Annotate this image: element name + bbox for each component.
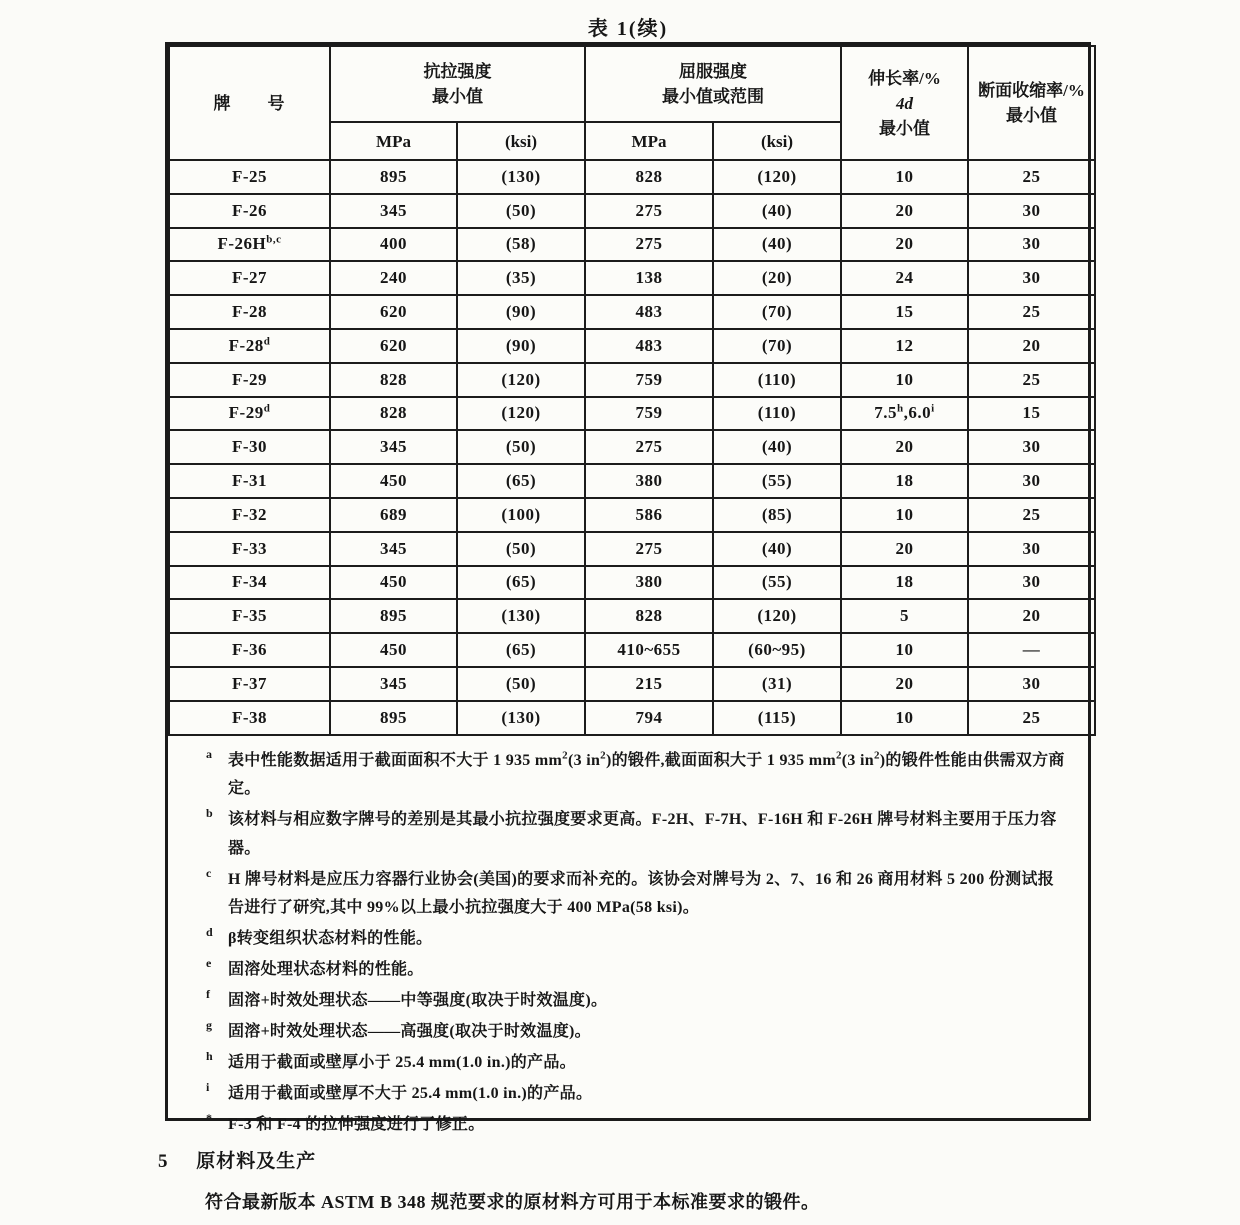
cell-yield-ksi: (31) <box>713 667 841 701</box>
cell-grade: F-35 <box>169 599 330 633</box>
cell-tensile-mpa: 689 <box>330 498 457 532</box>
cell-tensile-mpa: 450 <box>330 566 457 600</box>
cell-elongation: 18 <box>841 566 968 600</box>
table-row <box>169 261 1095 295</box>
header-yield-line1: 屈服强度 <box>679 62 747 81</box>
cell-tensile-ksi: (50) <box>457 194 585 228</box>
cell-grade: F-27 <box>169 261 330 295</box>
footnote-text: 固溶+时效处理状态——高强度(取决于时效温度)。 <box>228 1023 591 1041</box>
table-row <box>169 667 1095 701</box>
cell-elongation: 12 <box>841 329 968 363</box>
header-tensile-ksi: (ksi) <box>457 122 585 160</box>
table-row <box>169 295 1095 329</box>
table-row <box>169 228 1095 262</box>
cell-tensile-mpa: 828 <box>330 397 457 431</box>
cell-reduction: — <box>968 633 1095 667</box>
cell-tensile-ksi: (100) <box>457 498 585 532</box>
cell-reduction: 25 <box>968 363 1095 397</box>
cell-yield-ksi: (60~95) <box>713 633 841 667</box>
cell-yield-mpa: 794 <box>585 701 713 735</box>
cell-yield-ksi: (120) <box>713 160 841 194</box>
cell-tensile-ksi: (50) <box>457 532 585 566</box>
table-row <box>169 498 1095 532</box>
cell-grade: F-29 <box>169 363 330 397</box>
cell-yield-mpa: 586 <box>585 498 713 532</box>
cell-tensile-mpa: 345 <box>330 667 457 701</box>
cell-elongation: 10 <box>841 363 968 397</box>
cell-yield-mpa: 275 <box>585 430 713 464</box>
cell-reduction: 30 <box>968 430 1095 464</box>
cell-grade: F-33 <box>169 532 330 566</box>
cell-grade: F-29$^d$ <box>169 397 330 431</box>
table-row <box>169 464 1095 498</box>
footnote-marker: b <box>206 806 213 821</box>
cell-tensile-mpa: 620 <box>330 329 457 363</box>
footnote-text: 适用于截面或壁厚不大于 25.4 mm(1.0 in.)的产品。 <box>228 1085 593 1103</box>
cell-yield-ksi: (110) <box>713 397 841 431</box>
cell-grade: F-38 <box>169 701 330 735</box>
cell-tensile-ksi: (120) <box>457 363 585 397</box>
cell-reduction: 20 <box>968 599 1095 633</box>
footnote-marker: * <box>206 1111 213 1126</box>
header-elongation-line3: 最小值 <box>879 118 930 138</box>
cell-grade: F-25 <box>169 160 330 194</box>
table-row <box>169 194 1095 228</box>
cell-grade: F-32 <box>169 498 330 532</box>
cell-tensile-mpa: 450 <box>330 633 457 667</box>
cell-grade: $F-26H^{b,c}$ <box>169 228 330 262</box>
cell-yield-ksi: (55) <box>713 464 841 498</box>
cell-yield-mpa: 275 <box>585 194 713 228</box>
cell-tensile-mpa: 895 <box>330 701 457 735</box>
cell-elongation: 20 <box>841 194 968 228</box>
cell-tensile-mpa: 450 <box>330 464 457 498</box>
cell-yield-mpa: 483 <box>585 295 713 329</box>
header-tensile <box>330 46 585 122</box>
footnotes <box>168 736 1088 1140</box>
cell-yield-mpa: 138 <box>585 261 713 295</box>
cell-elongation: 20 <box>841 228 968 262</box>
cell-yield-ksi: (70) <box>713 295 841 329</box>
footnote <box>168 1111 1068 1140</box>
header-elongation <box>841 46 968 160</box>
cell-grade: F-28 <box>169 295 330 329</box>
cell-yield-mpa: 215 <box>585 667 713 701</box>
cell-tensile-ksi: (65) <box>457 633 585 667</box>
cell-reduction: 30 <box>968 532 1095 566</box>
cell-tensile-ksi: (65) <box>457 566 585 600</box>
header-tensile-line2: 最小值 <box>432 87 483 106</box>
table-row <box>169 566 1095 600</box>
header-reduction-line1: 断面收缩率/% <box>978 81 1085 100</box>
cell-tensile-mpa: 240 <box>330 261 457 295</box>
cell-yield-ksi: (40) <box>713 228 841 262</box>
section-heading <box>158 1146 316 1173</box>
cell-reduction: 15 <box>968 397 1095 431</box>
cell-yield-mpa: 275 <box>585 228 713 262</box>
cell-tensile-mpa: 345 <box>330 194 457 228</box>
table-row <box>169 599 1095 633</box>
table-body <box>169 160 1095 735</box>
cell-yield-mpa: 828 <box>585 599 713 633</box>
footnote-text: F-3 和 F-4 的拉伸强度进行了修正。 <box>228 1116 485 1134</box>
footnote-text: H 牌号材料是应压力容器行业协会(美国)的要求而补充的。该协会对牌号为 2、7、16 和 26 商用材料 5 200 份测试报告进行了研究,其中 99%以上最小抗拉强度大于 400 MPa(58 ksi)。 <box>228 870 1055 917</box>
cell-tensile-mpa: 828 <box>330 363 457 397</box>
footnote <box>168 1049 1068 1078</box>
cell-yield-ksi: (110) <box>713 363 841 397</box>
cell-grade: F-28$^d$ <box>169 329 330 363</box>
cell-yield-mpa: 410~655 <box>585 633 713 667</box>
cell-elongation: 20 <box>841 667 968 701</box>
cell-yield-mpa: 828 <box>585 160 713 194</box>
cell-elongation: 5 <box>841 599 968 633</box>
cell-tensile-ksi: (120) <box>457 397 585 431</box>
table-header <box>169 46 1095 160</box>
cell-grade: F-26 <box>169 194 330 228</box>
footnote <box>168 925 1068 954</box>
cell-yield-ksi: (55) <box>713 566 841 600</box>
cell-yield-ksi: (85) <box>713 498 841 532</box>
spec-table <box>168 45 1096 736</box>
cell-elongation: 10 <box>841 160 968 194</box>
cell-yield-ksi: (40) <box>713 532 841 566</box>
footnote <box>168 987 1068 1016</box>
cell-grade: F-36 <box>169 633 330 667</box>
cell-grade: F-37 <box>169 667 330 701</box>
table-row <box>169 701 1095 735</box>
table-row <box>169 633 1095 667</box>
footnote-text: 表中性能数据适用于截面面积不大于 1 935 $mm^2(3$ $in^2$)的锻件,截面面积大于 1 935 $mm^2(3$ $in^2$)的锻件性能由供需双方商定。 <box>228 749 1065 798</box>
header-tensile-mpa: MPa <box>330 122 457 160</box>
table-row <box>169 160 1095 194</box>
table-row <box>169 397 1095 431</box>
cell-yield-mpa: 275 <box>585 532 713 566</box>
cell-elongation: 24 <box>841 261 968 295</box>
cell-yield-ksi: (115) <box>713 701 841 735</box>
cell-tensile-ksi: (35) <box>457 261 585 295</box>
cell-elongation: 15 <box>841 295 968 329</box>
footnote-marker: a <box>206 746 213 761</box>
cell-elongation: 20 <box>841 532 968 566</box>
cell-reduction: 30 <box>968 566 1095 600</box>
cell-yield-ksi: (70) <box>713 329 841 363</box>
cell-reduction: 25 <box>968 295 1095 329</box>
cell-yield-ksi: (20) <box>713 261 841 295</box>
cell-tensile-mpa: 400 <box>330 228 457 262</box>
cell-tensile-ksi: (50) <box>457 430 585 464</box>
cell-tensile-ksi: (65) <box>457 464 585 498</box>
table-row <box>169 430 1095 464</box>
footnote-marker: d <box>206 925 213 940</box>
cell-yield-mpa: 759 <box>585 397 713 431</box>
cell-grade: F-34 <box>169 566 330 600</box>
cell-tensile-mpa: 895 <box>330 160 457 194</box>
cell-reduction: 25 <box>968 160 1095 194</box>
header-yield-mpa: MPa <box>585 122 713 160</box>
table-frame <box>165 42 1091 1134</box>
cell-elongation: 20 <box>841 430 968 464</box>
cell-yield-mpa: 483 <box>585 329 713 363</box>
header-elongation-gauge: 4d <box>896 93 913 113</box>
cell-tensile-mpa: 345 <box>330 532 457 566</box>
cell-yield-ksi: (40) <box>713 194 841 228</box>
cell-reduction: 30 <box>968 464 1095 498</box>
cell-grade: F-31 <box>169 464 330 498</box>
body-paragraph: 符合最新版本 ASTM B 348 规范要求的原材料方可用于本标准要求的锻件。 <box>205 1192 820 1212</box>
cell-elongation: 10 <box>841 633 968 667</box>
footnote <box>168 806 1068 863</box>
cell-reduction: 25 <box>968 498 1095 532</box>
header-yield-ksi: (ksi) <box>713 122 841 160</box>
cell-reduction: 25 <box>968 701 1095 735</box>
footnote <box>168 1018 1068 1047</box>
section-number: 5 <box>158 1151 169 1172</box>
table-row <box>169 363 1095 397</box>
footnote-marker: c <box>206 865 212 880</box>
footnote-text: β转变组织状态材料的性能。 <box>228 930 433 948</box>
cell-reduction: 30 <box>968 667 1095 701</box>
cell-tensile-ksi: (130) <box>457 599 585 633</box>
footnote <box>168 956 1068 985</box>
footnote-marker: f <box>206 987 211 1002</box>
cell-tensile-ksi: (130) <box>457 160 585 194</box>
cell-tensile-ksi: (130) <box>457 701 585 735</box>
header-yield <box>585 46 841 122</box>
cell-yield-mpa: 759 <box>585 363 713 397</box>
cell-tensile-ksi: (90) <box>457 295 585 329</box>
header-yield-line2: 最小值或范围 <box>662 87 764 106</box>
footnote-marker: i <box>206 1080 210 1095</box>
footnote-marker: e <box>206 956 212 971</box>
header-grade: 牌 号 <box>169 46 330 160</box>
table-title: 表 1(续) <box>587 18 669 40</box>
cell-yield-ksi: (40) <box>713 430 841 464</box>
cell-reduction: 30 <box>968 194 1095 228</box>
header-reduction-line2: 最小值 <box>1006 106 1057 125</box>
cell-elongation: 10 <box>841 701 968 735</box>
cell-tensile-ksi: (50) <box>457 667 585 701</box>
footnote-text: 固溶处理状态材料的性能。 <box>228 961 424 979</box>
table-row <box>169 532 1095 566</box>
cell-yield-mpa: 380 <box>585 566 713 600</box>
header-reduction <box>968 46 1095 160</box>
cell-tensile-mpa: 345 <box>330 430 457 464</box>
header-elongation-line1: 伸长率/% <box>868 68 941 88</box>
cell-tensile-mpa: 895 <box>330 599 457 633</box>
table-row <box>169 329 1095 363</box>
footnote-text: 该材料与相应数字牌号的差别是其最小抗拉强度要求更高。F-2H、F-7H、F-16H 和 F-26H 牌号材料主要用于压力容器。 <box>228 811 1057 857</box>
cell-elongation: 10 <box>841 498 968 532</box>
footnote <box>168 866 1068 923</box>
cell-elongation: 18 <box>841 464 968 498</box>
cell-grade: F-30 <box>169 430 330 464</box>
footnote <box>168 1080 1068 1109</box>
footnote-text: 适用于截面或壁厚小于 25.4 mm(1.0 in.)的产品。 <box>228 1054 576 1072</box>
cell-tensile-mpa: 620 <box>330 295 457 329</box>
cell-reduction: 30 <box>968 261 1095 295</box>
cell-yield-ksi: (120) <box>713 599 841 633</box>
cell-reduction: 20 <box>968 329 1095 363</box>
cell-reduction: 30 <box>968 228 1095 262</box>
footnote-text: 固溶+时效处理状态——中等强度(取决于时效温度)。 <box>228 992 608 1010</box>
footnote <box>168 747 1068 804</box>
cell-tensile-ksi: (90) <box>457 329 585 363</box>
section-title: 原材料及生产 <box>196 1151 317 1172</box>
cell-tensile-ksi: (58) <box>457 228 585 262</box>
header-tensile-line1: 抗拉强度 <box>423 62 492 81</box>
cell-elongation: 7.5$^h$,6.0$^i$ <box>841 397 968 431</box>
footnote-marker: g <box>206 1018 213 1033</box>
cell-yield-mpa: 380 <box>585 464 713 498</box>
footnote-marker: h <box>206 1049 213 1064</box>
